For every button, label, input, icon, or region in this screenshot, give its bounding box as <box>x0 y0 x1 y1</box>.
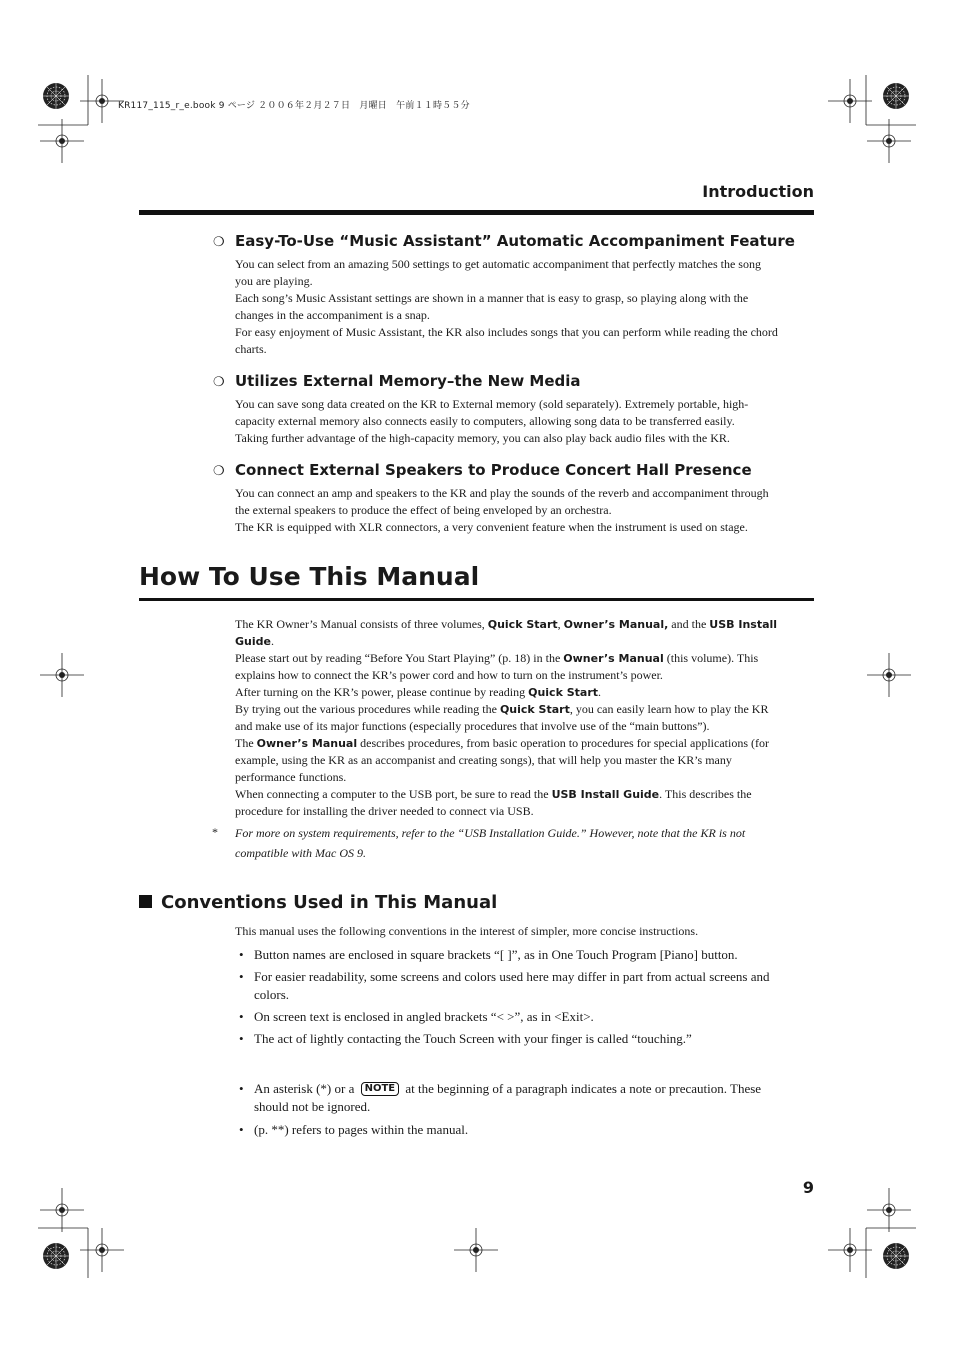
note-badge-icon: NOTE <box>361 1082 400 1096</box>
list-item: • For easier readability, some screens and colors used here may differ in part from actual screens and colors. <box>235 968 770 1004</box>
list-item: • (p. **) refers to pages within the manual. <box>235 1121 770 1139</box>
page-title: How To Use This Manual <box>139 562 480 591</box>
title-rule <box>139 598 814 601</box>
circle-bullet-icon: ❍ <box>213 464 225 479</box>
how-to-body <box>235 616 780 820</box>
list-item: • On screen text is enclosed in angled brackets “< >”, as in <Exit>. <box>235 1008 770 1026</box>
system-note: For more on system requirements, refer to the “USB Installation Guide.” However, note that the KR is not compatible with Mac OS 9. <box>235 826 746 860</box>
section-label: Introduction <box>702 182 814 201</box>
note-asterisk: * <box>212 825 218 839</box>
feature-body: You can select from an amazing 500 settings to get automatic accompaniment that perfectly matches the song you are playing. Each song’s Music Assistant settings are shown in a manner that is easy to grasp, so playing along with the changes in the accompaniment is a snap. For easy enjoyment of Music Assistant, the KR also includes songs that you can perform while reading the chord charts. <box>235 257 778 356</box>
feature-heading: ❍ Connect External Speakers to Produce Concert Hall Presence <box>213 461 752 479</box>
conventions-list-2 <box>235 1080 770 1139</box>
list-item: • An asterisk (*) or a NOTE at the beginning of a paragraph indicates a note or precaution. These should not be ignored. <box>235 1080 770 1116</box>
header-rule <box>139 210 814 215</box>
list-item: • Button names are enclosed in square brackets “[ ]”, as in One Touch Program [Piano] button. <box>235 946 770 964</box>
how-to-paragraph: Please start out by reading “Before You Start Playing” (p. 18) in the Owner’s Manual (this volume). This explains how to connect the KR’s power cord and how to turn on the instrument’s power. <box>235 651 759 682</box>
list-item: • The act of lightly contacting the Touch Screen with your finger is called “touching.” <box>235 1030 770 1048</box>
page-number: 9 <box>802 1178 814 1197</box>
feature-body: You can connect an amp and speakers to the KR and play the sounds of the reverb and accompaniment through the external speakers to produce the effect of being enveloped by an orchestra. The KR is equipped with XLR connectors, a very convenient feature when the instrument is used on stage. <box>235 486 769 534</box>
conventions-list <box>235 946 770 1048</box>
how-to-paragraph: The Owner’s Manual describes procedures, from basic operation to procedures for special applications (for example, using the KR as an accompanist and creating songs), that will help you master the KR’s many performance functions. <box>235 736 769 784</box>
feature-heading: ❍ Easy-To-Use “Music Assistant” Automatic Accompaniment Feature <box>213 232 795 250</box>
circle-bullet-icon: ❍ <box>213 235 225 250</box>
section-heading: Conventions Used in This Manual <box>139 892 497 913</box>
how-to-paragraph: After turning on the KR’s power, please continue by reading Quick Start. <box>235 685 602 699</box>
conventions-intro: This manual uses the following conventions in the interest of simpler, more concise instructions. <box>235 924 699 938</box>
square-bullet-icon <box>139 895 152 908</box>
feature-heading: ❍ Utilizes External Memory–the New Media <box>213 372 581 390</box>
how-to-paragraph: The KR Owner’s Manual consists of three volumes, Quick Start, Owner’s Manual, and the USB Install Guide. <box>235 617 778 648</box>
file-info: KR117_115_r_e.book 9 ページ ２００６年２月２７日 月曜日 午前１１時５５分 <box>118 101 470 111</box>
how-to-paragraph: When connecting a computer to the USB port, be sure to read the USB Install Guide. This describes the procedure for installing the driver needed to connect via USB. <box>235 787 752 818</box>
circle-bullet-icon: ❍ <box>213 375 225 390</box>
feature-body: You can save song data created on the KR to External memory (sold separately). Extremely portable, high-capacity external memory also connects easily to computers, allowing song data to be transferred easily. Taking further advantage of the high-capacity memory, you can also play back audio files with the KR. <box>235 397 749 445</box>
how-to-paragraph: By trying out the various procedures while reading the Quick Start, you can easily learn how to play the KR and make use of its major functions (especially procedures that involve use of the “main buttons”). <box>235 702 769 733</box>
